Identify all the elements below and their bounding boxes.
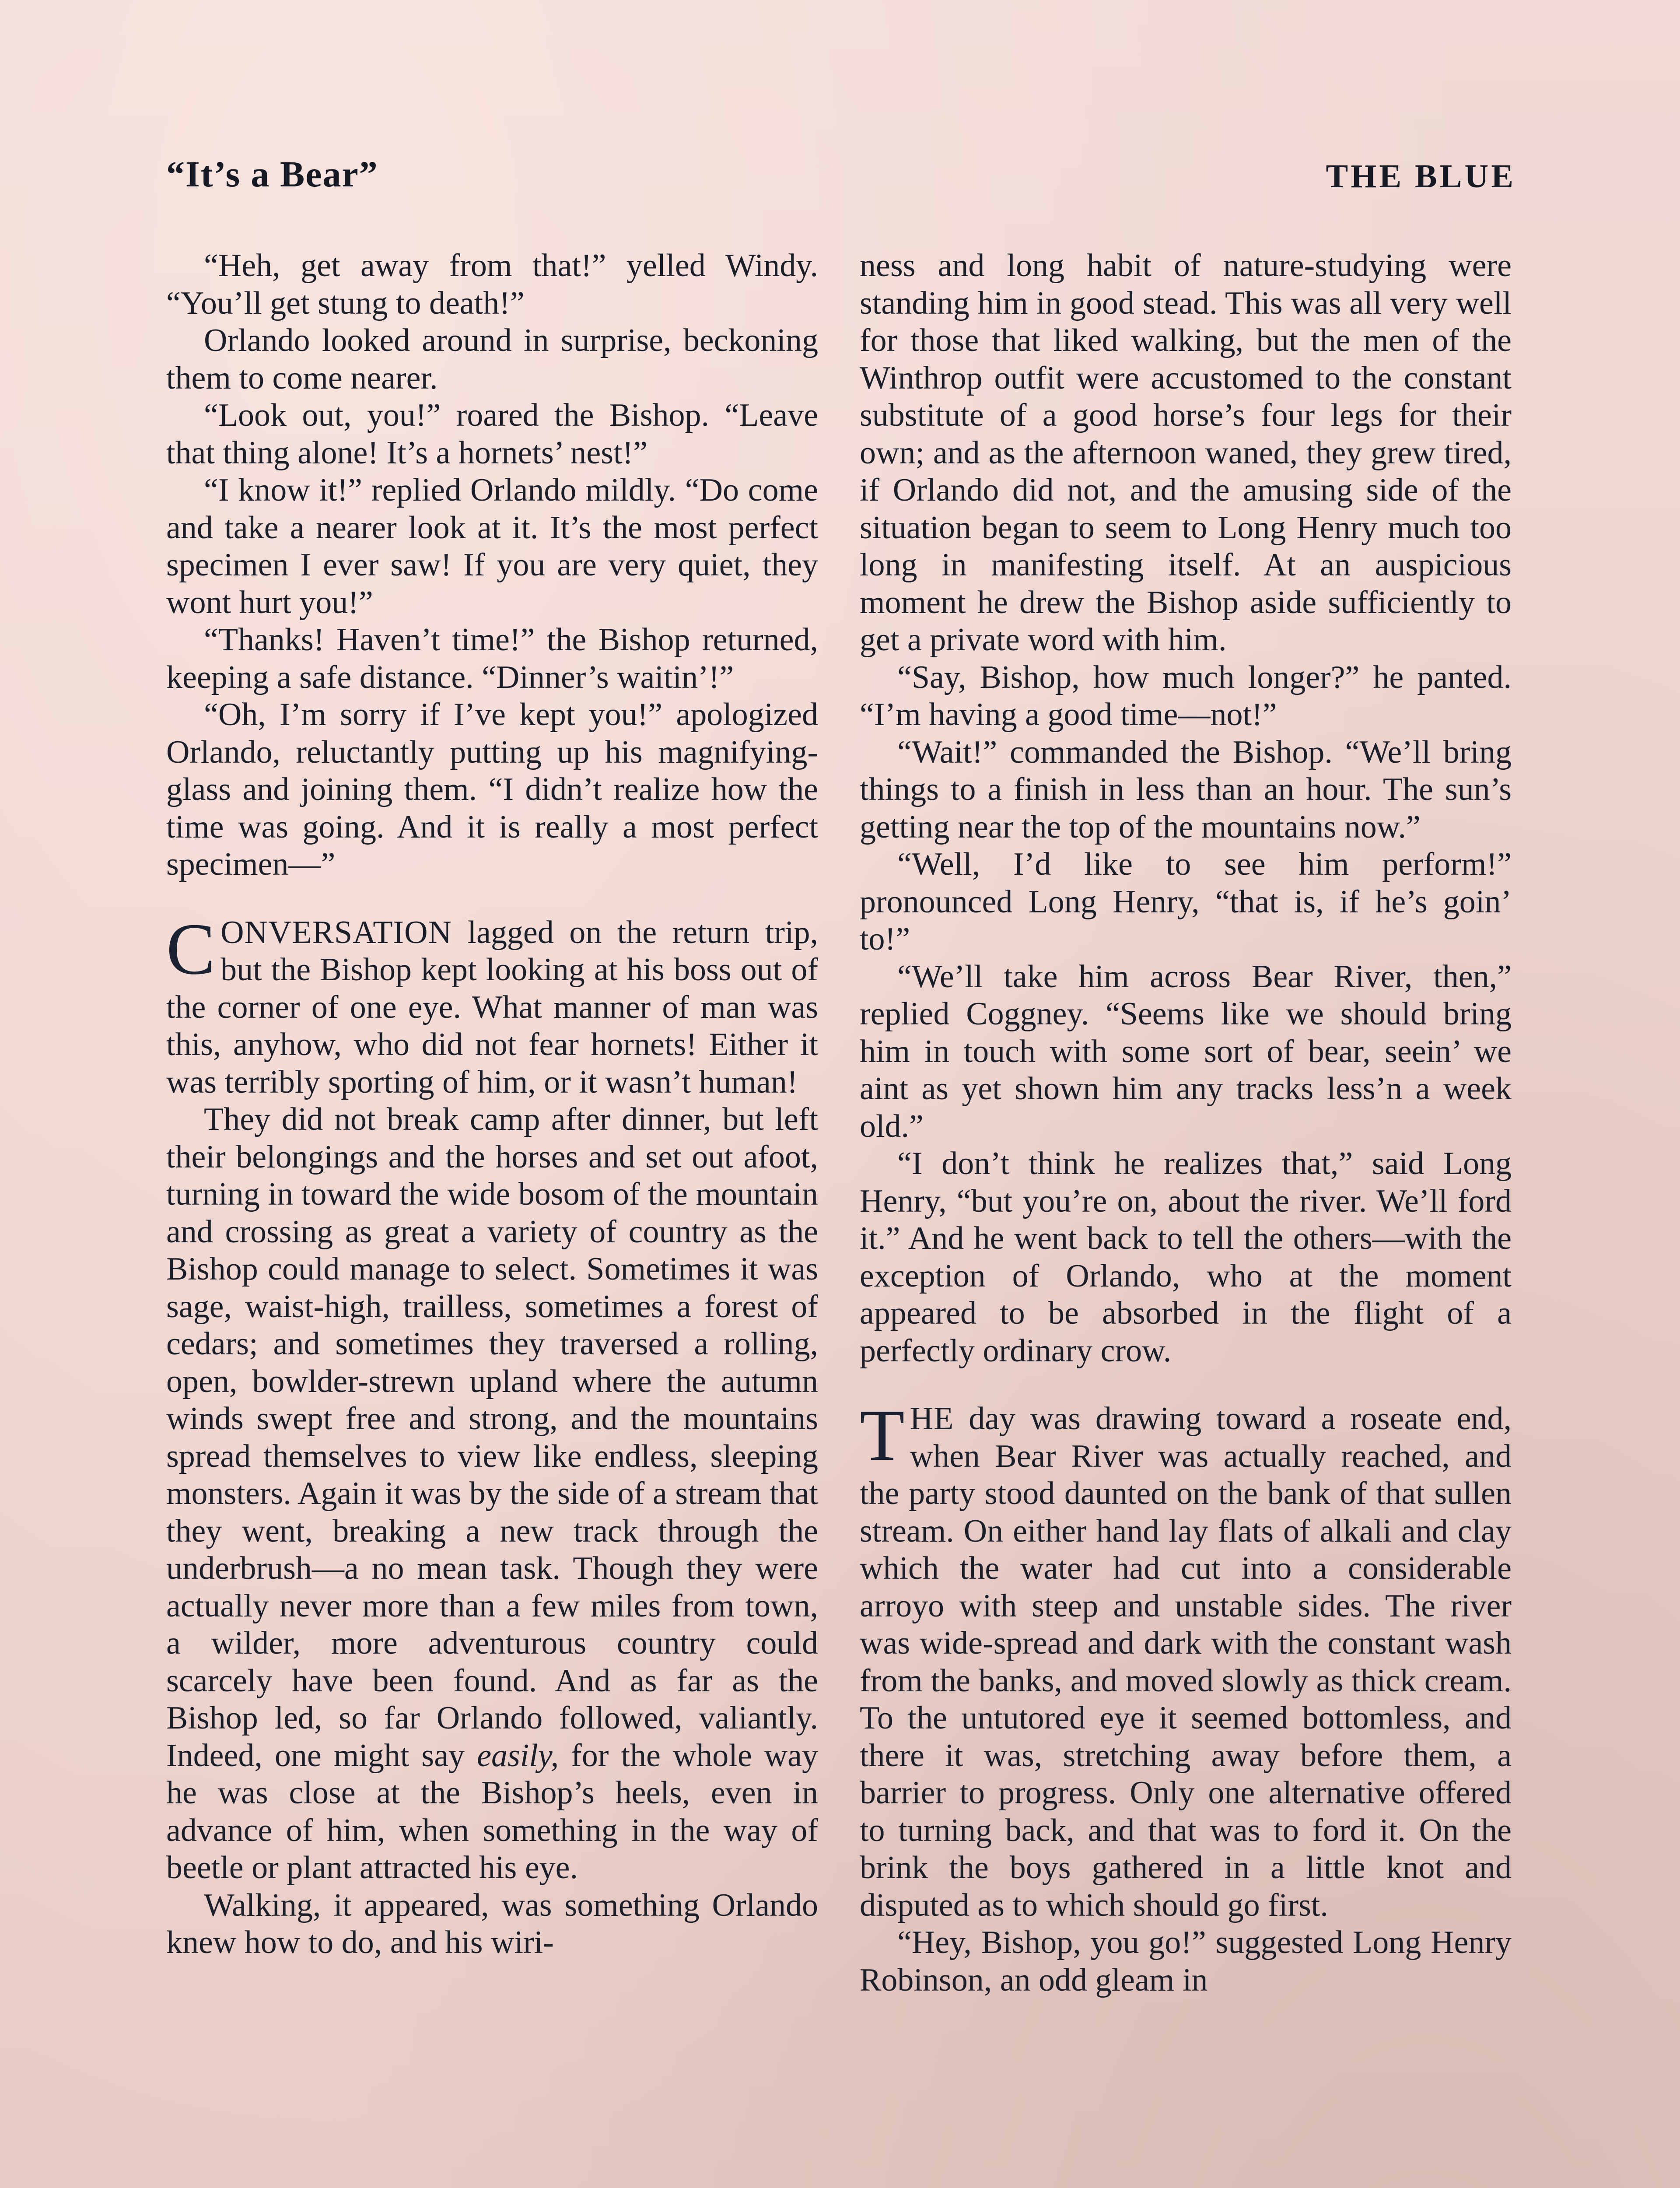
paragraph-text: day was drawing toward a roseate end, when Bear River was actually reached, and the party stood daunted on the bank of that sullen stream. On either hand lay flats of alkali and clay which the water had cut into a considerable arroyo with steep and unstable sides. The river was wide-spread and dark with the constant wash from the banks, and moved slowly as thick cream. To the untutored eye it seemed bottomless, and there it was, stretching away before them, a barrier to progress. Only one alternative offered to turning back, and that was to ford it. On the brink the boys gathered in a little knot and disputed as to which should go first. (860, 1401, 1512, 1923)
paragraph: “Say, Bishop, how much longer?” he panted. “I’m having a good time—not!” (860, 659, 1512, 733)
section-opening-paragraph (860, 1395, 1512, 1924)
right-column (860, 247, 1512, 1999)
paragraph: “Oh, I’m sorry if I’ve kept you!” apologized Orlando, reluctantly putting up his magnifying-glass and joining them. “I didn’t realize how the time was going. And it is really a most perfect specimen—” (166, 697, 818, 882)
paragraph-text: lagged on the return trip, but the Bishop kept looking at his boss out of the corner of one eye. What manner of man was this, anyhow, who did not fear hornets! Either it was terribly sporting of him, or it wasn’t human! (166, 914, 818, 1100)
drop-cap: C (166, 908, 216, 990)
paragraph: Orlando looked around in surprise, beckoning them to come nearer. (166, 323, 818, 396)
running-head-title: “It’s a Bear” (166, 154, 378, 195)
paragraph: “Hey, Bishop, you go!” suggested Long Henry Robinson, an odd gleam in (860, 1925, 1512, 1998)
drop-cap: T (860, 1395, 905, 1476)
section-opening-paragraph (166, 908, 818, 1101)
italic-word: easily, (477, 1737, 559, 1774)
paragraph-text: They did not break camp after dinner, but left their belongings and the horses and set out afoot, turning in toward the wide bosom of the mountain and crossing as great a variety of country as the Bishop could manage to select. Sometimes it was sage, waist-high, trailless, sometimes a forest of cedars; and sometimes they traversed a rolling, open, bowlder-strewn upland where the autumn winds swept free and strong, and the mountains spread themselves to view like endless, sleeping monsters. Again it was by the side of a stream that they went, breaking a new track through the underbrush—a no mean task. Though they were actually never more than a few miles from town, a wilder, more adventurous country could scarcely have been found. And as far as the Bishop led, so far Orlando followed, valiantly. Indeed, one might say (166, 1101, 818, 1774)
paragraph: “I don’t think he realizes that,” said Long Henry, “but you’re on, about the river. We’ll ford it.” And he went back to tell the others—with the exception of Orlando, who at the moment appeared to be absorbed in the flight of a perfectly ordinary crow. (860, 1146, 1512, 1369)
paragraph-continued: ness and long habit of nature-studying were standing him in good stead. This was all very well for those that liked walking, but the men of the Winthrop outfit were accustomed to the constant substitute of a good horse’s four legs for their own; and as the afternoon waned, they grew tired, if Orlando did not, and the amusing side of the situation began to seem to Long Henry much too long in manifesting itself. At an auspicious moment he drew the Bishop aside sufficiently to get a private word with him. (860, 248, 1512, 658)
paragraph: “I know it!” replied Orlando mildly. “Do come and take a nearer look at it. It’s the most perfect specimen I ever saw! If you are very quiet, they wont hurt you!” (166, 472, 818, 621)
paragraph: “Wait!” commanded the Bishop. “We’ll bring things to a finish in less than an hour. The sun’s getting near the top of the mountains now.” (860, 734, 1512, 845)
small-caps-lead: ONVERSATION (220, 914, 452, 950)
running-head-magazine: THE BLUE (1326, 158, 1516, 195)
paragraph (166, 1101, 818, 1887)
paragraph: Walking, it appeared, was something Orlando knew how to do, and his wiri- (166, 1887, 818, 1960)
paragraph: “Thanks! Haven’t time!” the Bishop returned, keeping a safe distance. “Dinner’s waitin’!” (166, 622, 818, 695)
left-column (166, 247, 818, 1962)
paragraph-text: for the whole way he was close at the Bishop’s heels, even in advance of him, when something in the way of beetle or plant attracted his eye. (166, 1737, 819, 1886)
paragraph: “Look out, you!” roared the Bishop. “Leave that thing alone! It’s a hornets’ nest!” (166, 397, 818, 471)
small-caps-lead: HE (910, 1401, 954, 1437)
paragraph: “Well, I’d like to see him perform!” pronounced Long Henry, “that is, if he’s goin’ to!” (860, 846, 1512, 957)
paragraph: “Heh, get away from that!” yelled Windy. “You’ll get stung to death!” (166, 248, 818, 321)
paragraph: “We’ll take him across Bear River, then,” replied Coggney. “Seems like we should bring him in touch with some sort of bear, seein’ we aint as yet shown him any tracks less’n a week old.” (860, 958, 1512, 1144)
